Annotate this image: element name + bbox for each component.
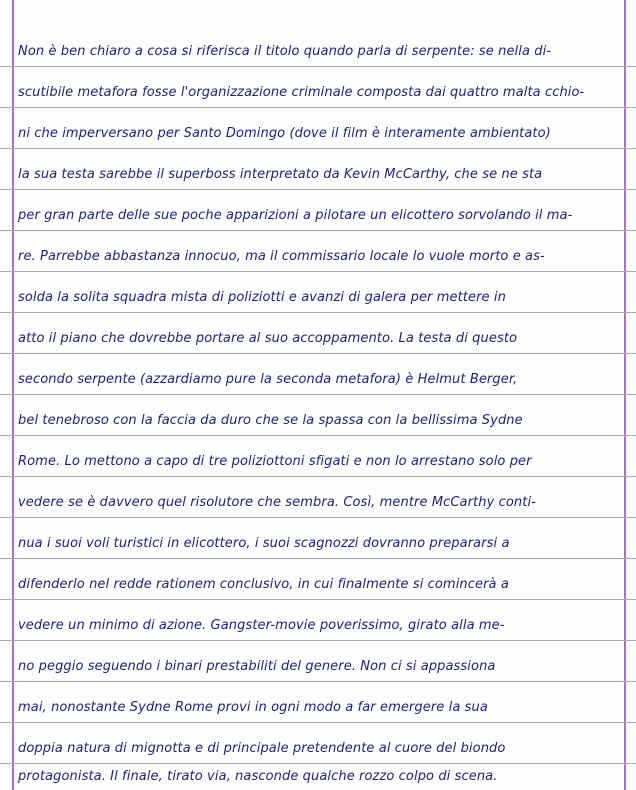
ruled-line <box>0 476 636 477</box>
handwritten-line: Rome. Lo mettono a capo di tre poliziottoni sfigati e non lo arrestano solo per <box>18 454 532 469</box>
handwritten-line: vedere un minimo di azione. Gangster-movie poverissimo, girato alla me- <box>18 618 505 633</box>
ruled-line <box>0 599 636 600</box>
handwritten-line: solda la solita squadra mista di poliziotti e avanzi di galera per mettere in <box>18 290 506 305</box>
ruled-line <box>0 312 636 313</box>
handwritten-line: bel tenebroso con la faccia da duro che se la spassa con la bellissima Sydne <box>18 413 523 428</box>
ruled-line <box>0 435 636 436</box>
ruled-line <box>0 558 636 559</box>
ruled-line <box>0 107 636 108</box>
handwritten-line: doppia natura di mignotta e di principale pretendente al cuore del biondo <box>18 741 506 756</box>
handwritten-line: ni che imperversano per Santo Domingo (dove il film è interamente ambientato) <box>18 126 551 141</box>
handwritten-line: per gran parte delle sue poche apparizioni a pilotare un elicottero sorvolando il ma- <box>18 208 573 223</box>
ruled-line <box>0 640 636 641</box>
handwritten-line: nua i suoi voli turistici in elicottero, i suoi scagnozzi dovranno prepararsi a <box>18 536 510 551</box>
ruled-line <box>0 353 636 354</box>
ruled-line <box>0 189 636 190</box>
ruled-line <box>0 148 636 149</box>
ruled-line <box>0 394 636 395</box>
ruled-line <box>0 230 636 231</box>
ruled-line <box>0 681 636 682</box>
handwritten-line: scutibile metafora fosse l'organizzazione criminale composta dai quattro malta cchio- <box>18 85 585 100</box>
handwritten-line: re. Parrebbe abbastanza innocuo, ma il commissario locale lo vuole morto e as- <box>18 249 545 264</box>
handwritten-line: protagonista. Il finale, tirato via, nasconde qualche rozzo colpo di scena. <box>18 769 498 784</box>
ruled-line <box>0 271 636 272</box>
ruled-line <box>0 722 636 723</box>
ruled-line <box>0 66 636 67</box>
handwritten-line: secondo serpente (azzardiamo pure la seconda metafora) è Helmut Berger, <box>18 372 518 387</box>
handwritten-line: atto il piano che dovrebbe portare al suo accoppamento. La testa di questo <box>18 331 518 346</box>
handwritten-line: no peggio seguendo i binari prestabiliti del genere. Non ci si appassiona <box>18 659 496 674</box>
left-margin-line <box>12 0 14 790</box>
handwritten-line: vedere se è davvero quel risolutore che sembra. Così, mentre McCarthy conti- <box>18 495 536 510</box>
handwritten-line: Non è ben chiaro a cosa si riferisca il titolo quando parla di serpente: se nella di- <box>18 44 552 59</box>
handwritten-line: difenderlo nel redde rationem conclusivo, in cui finalmente si comincerà a <box>18 577 509 592</box>
ruled-line <box>0 517 636 518</box>
handwritten-line: mai, nonostante Sydne Rome provi in ogni modo a far emergere la sua <box>18 700 488 715</box>
handwritten-line: la sua testa sarebbe il superboss interpretato da Kevin McCarthy, che se ne sta <box>18 167 543 182</box>
ruled-line <box>0 763 636 764</box>
right-margin-line <box>624 0 626 790</box>
